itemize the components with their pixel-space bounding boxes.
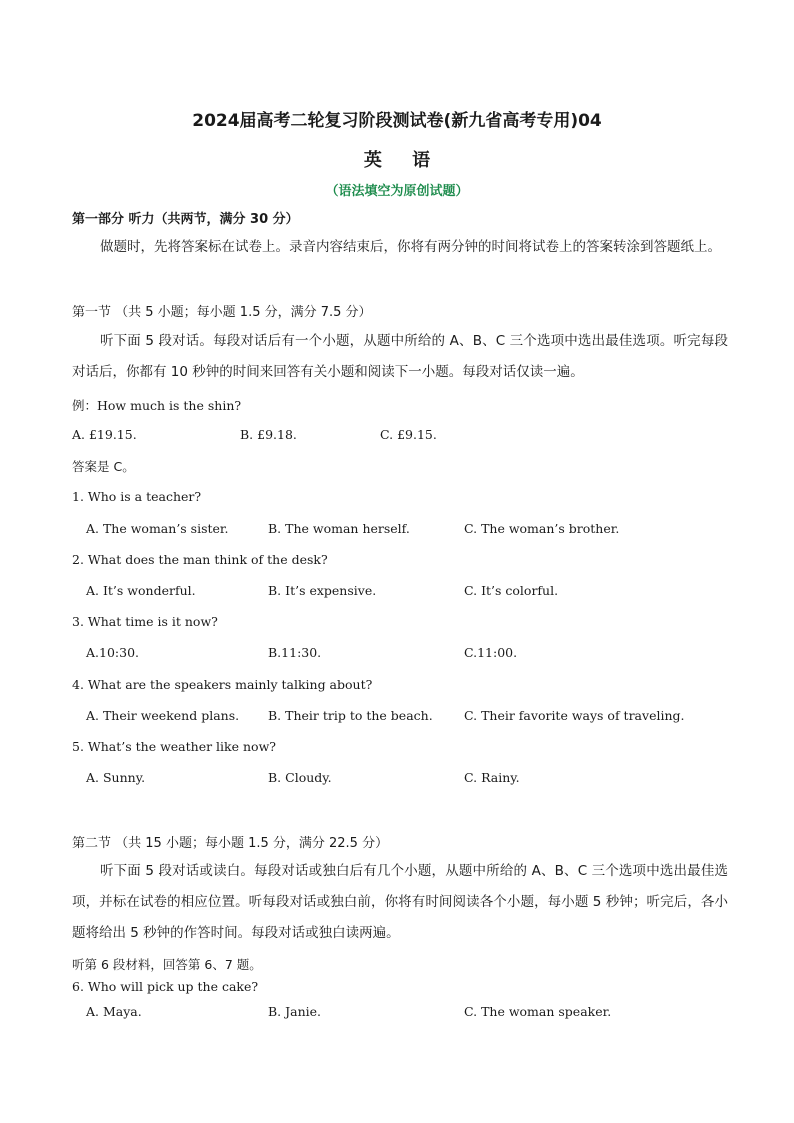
q6-option-a: A. Maya. [86, 1004, 142, 1019]
question-4: 4. What are the speakers mainly talking about? [72, 677, 373, 692]
question-3: 3. What time is it now? [72, 614, 218, 629]
part1-intro: 做题时，先将答案标在试卷上。录音内容结束后，你将有两分钟的时间将试卷上的答案转涂到答题纸上。 [100, 239, 721, 255]
example-option-c: C. £9.15. [380, 427, 437, 442]
q5-option-a: A. Sunny. [86, 770, 146, 785]
q3-option-c: C.11:00. [464, 645, 518, 660]
example-question: 例：How much is the shin? [72, 398, 242, 413]
q4-option-b: B. Their trip to the beach. [268, 708, 433, 723]
q5-option-c: C. Rainy. [464, 770, 520, 785]
material-6-note: 听第 6 段材料，回答第 6、7 题。 [72, 957, 262, 972]
q1-option-c: C. The woman’s brother. [464, 521, 620, 536]
part1-heading: 第一部分 听力（共两节，满分 30 分） [72, 212, 299, 227]
q4-option-a: A. Their weekend plans. [86, 708, 240, 723]
section1-heading: 第一节 （共 5 小题；每小题 1.5 分，满分 7.5 分） [72, 305, 372, 320]
q6-option-b: B. Janie. [268, 1004, 322, 1019]
exam-title: 2024届高考二轮复习阶段测试卷(新九省高考专用)04 [192, 111, 602, 131]
section2-instructions: 听下面 5 段对话或读白。每段对话或独白后有几个小题，从题中所给的 A、B、C 三个选项中选出最佳选项，并标在试卷的相应位置。听每段对话或独白前，你将有时间阅读各个小题，每小题 5 秒钟；听完后，各小题将给出 5 秒钟的作答时间。每段对话或独白读两遍。 [72, 863, 728, 941]
example-option-a: A. £19.15. [72, 427, 137, 442]
q2-option-a: A. It’s wonderful. [86, 583, 196, 598]
question-6: 6. Who will pick up the cake? [72, 979, 259, 994]
q6-option-c: C. The woman speaker. [464, 1004, 612, 1019]
q4-option-c: C. Their favorite ways of traveling. [464, 708, 685, 723]
q2-option-b: B. It’s expensive. [268, 583, 377, 598]
section1-instructions: 听下面 5 段对话。每段对话后有一个小题，从题中所给的 A、B、C 三个选项中选出最佳选项。听完每段对话后，你都有 10 秒钟的时间来回答有关小题和阅读下一小题。每段对话仅读一遍。 [72, 333, 728, 380]
q3-option-a: A.10:30. [86, 645, 139, 660]
subject-title: 英 语 [363, 150, 443, 171]
example-answer: 答案是 C。 [72, 459, 135, 474]
question-2: 2. What does the man think of the desk? [72, 552, 328, 567]
original-note: （语法填空为原创试题） [325, 184, 469, 199]
q3-option-b: B.11:30. [268, 645, 322, 660]
question-1: 1. Who is a teacher? [72, 489, 202, 504]
example-option-b: B. £9.18. [240, 427, 297, 442]
q2-option-c: C. It’s colorful. [464, 583, 559, 598]
q1-option-a: A. The woman’s sister. [86, 521, 229, 536]
q1-option-b: B. The woman herself. [268, 521, 410, 536]
section2-heading: 第二节 （共 15 小题；每小题 1.5 分，满分 22.5 分） [72, 836, 389, 851]
q5-option-b: B. Cloudy. [268, 770, 332, 785]
question-5: 5. What’s the weather like now? [72, 739, 276, 754]
